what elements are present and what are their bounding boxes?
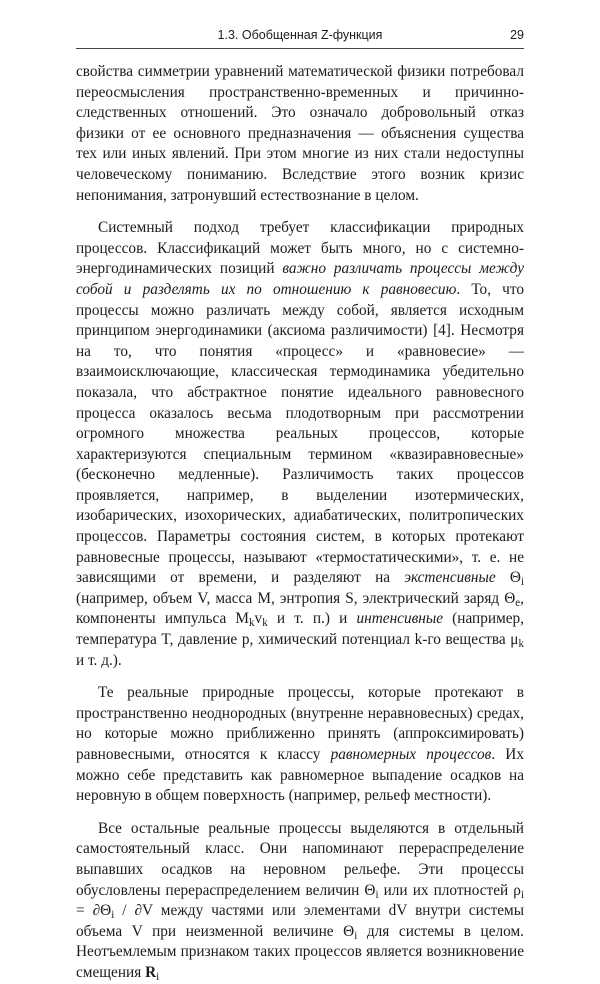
text-run: / ∂V между частями или элементами dV внутри системы объема V при неизменной величине Θ <box>76 902 525 940</box>
page-number: 29 <box>510 28 524 42</box>
text-run: e <box>515 596 521 609</box>
text-run: i <box>156 970 160 983</box>
text-run: интенсивные <box>356 610 443 628</box>
paragraph <box>76 819 524 984</box>
text-run: i <box>520 888 524 901</box>
text-run: свойства симметрии уравнений математической физики потребовал переосмысления пространственно-временных и причинно-следственных отношений. Это означало добровольный отказ физики от ее основного предназначения — объяснения существа тех или иных явлений. При этом многие из них стали недоступны человеческому пониманию. Вследствие этого возник кризис непонимания, затронувший естествознание в целом. <box>76 63 524 204</box>
running-header <box>76 26 524 49</box>
text-run: v <box>254 610 263 628</box>
text-run: i <box>354 929 358 942</box>
body-text <box>76 62 524 984</box>
text-run: = ∂Θ <box>76 902 112 920</box>
text-run: Все остальные реальные процессы выделяются в отдельный самостоятельный класс. Они напоминают перераспределение выпавших осадков на неровном рельефе. Эти процессы обусловлены перераспределением величин Θ <box>76 819 524 899</box>
text-run: и т. д.). <box>76 651 122 669</box>
text-run: R <box>145 963 157 981</box>
text-run: k <box>249 617 255 630</box>
text-run: Θ <box>495 569 521 587</box>
text-run: . То, что процессы можно различать между собой, является исходным принципом энергодинамики (аксиома различимости) [4]. Несмотря на то, что понятия «процесс» и «равновесие» — взаимоисключающие, классическая термодинамика убедительно показала, что абстрактное понятие идеального равновесного процесса оказалось весьма плодотворным при рассмотрении огромного множества реальных процессов, которые характеризуются специальным термином «квазиравновесные» (бесконечно медленные). Различимость таких процессов проявляется, например, в выделении изотермических, изобарических, изохорических, адиабатических, политропических процессов. Параметры состояния систем, в которых протекают равновесные процессы, называют «термостатическими», т. е. не зависящими от времени, и разделяют на <box>76 280 524 587</box>
text-run: Те реальные природные процессы, которые протекают в пространственно неоднородных (внутренне неравновесных) средах, но которые можно приближенно принять (аппроксимировать) равновесными, относятся к классу <box>76 684 524 763</box>
paragraph <box>76 218 524 671</box>
paragraph <box>76 62 524 206</box>
text-run: равномерных процессов <box>330 746 492 763</box>
text-run: важно различать процессы между собой и разделять их по отношению к равновесию <box>76 260 524 298</box>
text-run: экстенсивные <box>404 569 496 587</box>
text-run: . Их можно себе представить как равномерное выпадение осадков на неровную в общем поверхность (например, рельеф местности). <box>76 746 524 805</box>
text-run: , компоненты импульса M <box>76 589 524 628</box>
running-title: 1.3. Обобщенная Z-функция <box>217 28 383 42</box>
text-run: (например, объем V, масса M, энтропия S, электрический заряд Θ <box>76 589 516 607</box>
text-run: i <box>375 888 379 901</box>
text-run: или их плотностей ρ <box>378 881 521 899</box>
text-run: для системы в целом. Неотъемлемым признаком таких процессов является возникновение смещения <box>76 922 524 981</box>
text-run: i <box>520 576 525 588</box>
text-run: (например, температура T, давление p, химический потенциал k-го вещества μ <box>76 610 525 649</box>
paragraph <box>76 683 524 807</box>
text-run: k <box>262 617 268 630</box>
text-run: Системный подход требует классификации природных процессов. Классификаций может быть много, но с системно-энергодинамических позиций <box>76 219 524 278</box>
text-run: i <box>111 908 115 921</box>
text-run: k <box>518 637 524 650</box>
text-run: и т. п.) и <box>267 610 357 628</box>
